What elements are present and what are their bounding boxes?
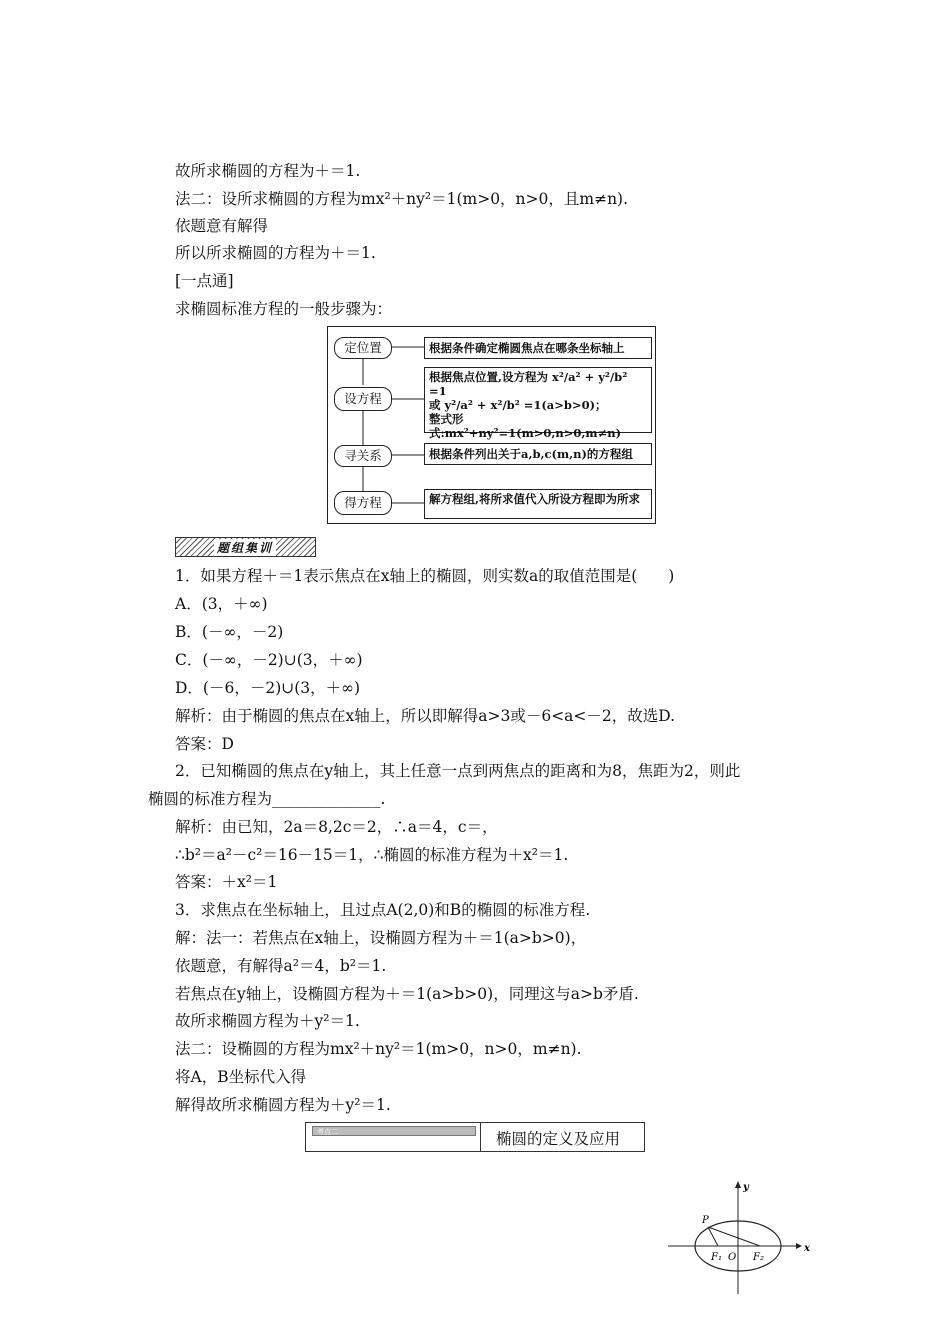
q3-stem: 3．求焦点在坐标轴上，且过点A(2,0)和B的椭圆的标准方程. <box>175 901 591 919</box>
section-tag: 考点二 <box>312 1126 476 1136</box>
section-title: 椭圆的定义及应用 <box>496 1130 621 1148</box>
y-axis-arrow <box>735 1181 741 1188</box>
q3-line-6: 将A，B坐标代入得 <box>175 1068 307 1086</box>
q2-stem-2: 椭圆的标准方程为______________. <box>148 790 386 808</box>
text-line: [一点通] <box>175 272 234 290</box>
flow-desc-1: 根据条件确定椭圆焦点在哪条坐标轴上 <box>424 337 652 359</box>
flow-desc-4: 解方程组,将所求值代入所设方程即为所求 <box>424 489 652 519</box>
q2-answer: 答案：＋x²＝1 <box>175 873 278 891</box>
flow-desc-2-line3: 整式形式:mx²+ny²=1(m>0,n>0,m≠n) <box>429 412 622 440</box>
flow-step-4: 得方程 <box>334 491 392 515</box>
x-axis-arrow <box>796 1243 802 1249</box>
banner-label: 题组集训 <box>214 539 276 556</box>
text-line: 依题意有解得 <box>175 217 269 235</box>
q3-line-4: 故所求椭圆方程为＋y²＝1. <box>175 1012 360 1030</box>
flow-desc-2-line2: 或 y²/a² + x²/b² =1(a>b>0)； <box>429 398 607 412</box>
ellipse-figure <box>668 1178 818 1296</box>
label-o: O <box>728 1252 737 1263</box>
flow-desc-2-line1: 根据焦点位置,设方程为 x²/a² + y²/b² =1 <box>429 370 628 398</box>
section-header <box>305 1122 645 1152</box>
text-line: 故所求椭圆的方程为＋＝1. <box>175 162 361 180</box>
label-f1: F₁ <box>711 1252 722 1263</box>
label-x: x <box>804 1243 810 1254</box>
flow-desc-2 <box>424 367 652 440</box>
segment-pf2 <box>708 1227 760 1246</box>
text-line: 法二：设所求椭圆的方程为mx²＋ny²＝1(m>0，n>0，且m≠n). <box>175 190 629 208</box>
text-line: 求椭圆标准方程的一般步骤为： <box>175 300 393 318</box>
q1-option-d: D．(－6，－2)∪(3，＋∞) <box>175 679 361 697</box>
q3-line-1: 解：法一：若焦点在x轴上，设椭圆方程为＋＝1(a>b>0)， <box>175 929 587 947</box>
q2-stem-1: 2．已知椭圆的焦点在y轴上，其上任意一点到两焦点的距离和为8，焦距为2，则此 <box>175 762 741 780</box>
q1-option-b: B．(－∞，－2) <box>175 623 284 641</box>
q2-analysis-2: ∴b²＝a²－c²＝16－15＝1，∴椭圆的标准方程为＋x²＝1. <box>175 846 569 864</box>
q1-stem: 1．如果方程＋＝1表示焦点在x轴上的椭圆，则实数a的取值范围是( ) <box>175 567 675 585</box>
flow-step-1: 定位置 <box>334 337 392 359</box>
q1-option-c: C．(－∞，－2)∪(3，＋∞) <box>175 651 363 669</box>
section-banner <box>175 537 316 557</box>
flow-step-2: 设方程 <box>334 387 392 411</box>
q3-line-7: 解得故所求椭圆方程为＋y²＝1. <box>175 1096 391 1114</box>
q3-line-2: 依题意，有解得a²＝4，b²＝1. <box>175 957 387 975</box>
flow-desc-3: 根据条件列出关于a,b,c(m,n)的方程组 <box>424 443 652 465</box>
label-p: P <box>702 1215 709 1226</box>
q1-analysis: 解析：由于椭圆的焦点在x轴上，所以即解得a>3或－6<a<－2，故选D. <box>175 707 676 725</box>
flow-step-3: 寻关系 <box>334 445 392 467</box>
label-f2: F₂ <box>753 1252 764 1263</box>
text-line: 所以所求椭圆的方程为＋＝1. <box>175 244 376 262</box>
q3-line-3: 若焦点在y轴上，设椭圆方程为＋＝1(a>b>0)，同理这与a>b矛盾. <box>175 985 639 1003</box>
flowchart <box>327 326 656 524</box>
q1-answer: 答案：D <box>175 735 234 753</box>
section-header-left <box>306 1123 481 1151</box>
q2-analysis-1: 解析：由已知，2a＝8,2c＝2，∴a＝4，c＝， <box>175 818 498 836</box>
q3-line-5: 法二：设椭圆的方程为mx²＋ny²＝1(m>0，n>0，m≠n). <box>175 1040 582 1058</box>
label-y: y <box>743 1182 749 1193</box>
q1-option-a: A．(3，＋∞) <box>175 595 268 613</box>
